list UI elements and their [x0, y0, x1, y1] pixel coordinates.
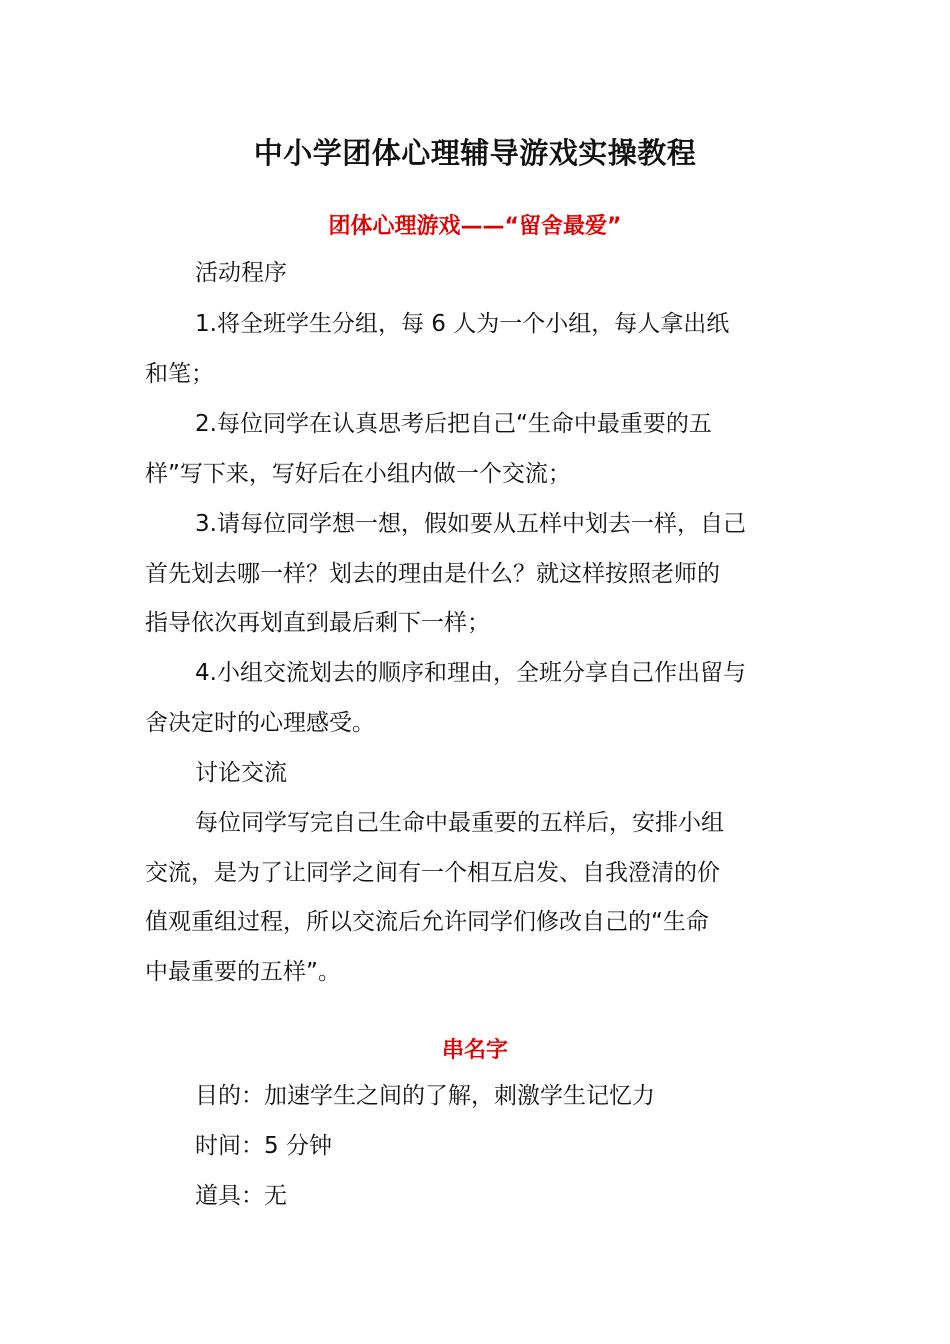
document-title: 中小学团体心理辅导游戏实操教程 — [253, 136, 697, 170]
paragraph-line: 指导依次再划直到最后剩下一样； — [145, 610, 490, 636]
paragraph-line: 中最重要的五样”。 — [145, 959, 341, 985]
paragraph-line: 交流，是为了让同学之间有一个相互启发、自我澄清的价 — [145, 860, 720, 886]
paragraph-line: 活动程序 — [195, 260, 287, 286]
paragraph-line: 时间：5 分钟 — [195, 1133, 332, 1159]
paragraph-line: 3.请每位同学想一想，假如要从五样中划去一样，自己 — [195, 511, 746, 537]
paragraph-line: 2.每位同学在认真思考后把自己“生命中最重要的五 — [195, 411, 712, 437]
paragraph-line: 和笔； — [145, 361, 214, 387]
paragraph-line: 值观重组过程，所以交流后允许同学们修改自己的“生命 — [145, 909, 709, 935]
paragraph-line: 样”写下来，写好后在小组内做一个交流； — [145, 461, 571, 487]
paragraph-line: 目的：加速学生之间的了解，刺激学生记忆力 — [195, 1083, 655, 1109]
section-heading-liushe-zuiai: 团体心理游戏——“留舍最爱” — [328, 214, 622, 239]
paragraph-line: 4.小组交流划去的顺序和理由，全班分享自己作出留与 — [195, 660, 746, 686]
paragraph-line: 讨论交流 — [195, 760, 287, 786]
section-heading-chuan-mingzi: 串名字 — [441, 1038, 508, 1063]
paragraph-line: 每位同学写完自己生命中最重要的五样后，安排小组 — [195, 810, 724, 836]
paragraph-line: 1.将全班学生分组，每 6 人为一个小组，每人拿出纸 — [195, 311, 730, 337]
paragraph-line: 舍决定时的心理感受。 — [145, 710, 375, 736]
paragraph-line: 道具：无 — [195, 1183, 287, 1209]
paragraph-line: 首先划去哪一样？划去的理由是什么？就这样按照老师的 — [145, 561, 720, 587]
